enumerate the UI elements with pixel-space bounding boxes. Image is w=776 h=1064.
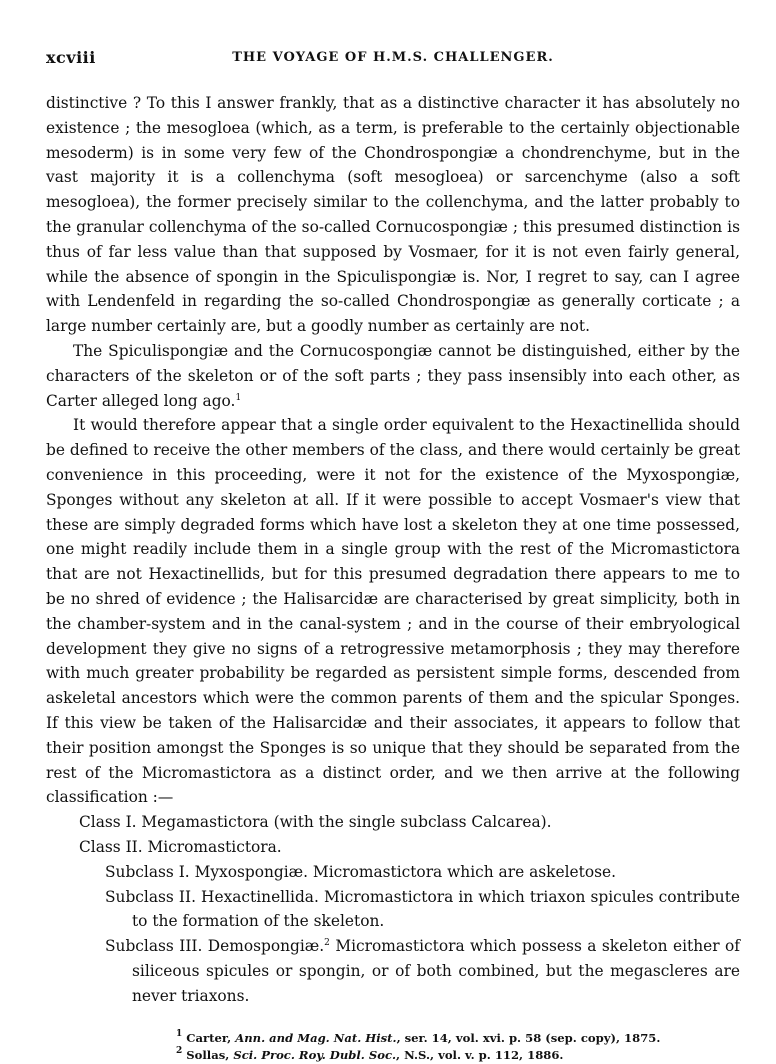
paragraph-3: It would therefore appear that a single order equivalent to the Hexactinellida should be defined to receive the other members of the class, and there would certainly be great convenience in this proceeding, were it not for the existence of the Myxospongiæ, Sponges without any skeleton at all. If it were possible to accept Vosmaer's view that these are simply degraded forms which have lost a skeleton they at one time possessed, one might readily include them in a single group with the rest of the Micromastictora that are not Hexactinellids, but for this presumed degradation there appears to me to be no shred of evidence ; the Halisarcidæ are characterised by great simplicity, both in the chamber-system and in the canal-system ; and in the course of their embryological development they give no signs of a retrogressive metamorphosis ; they may therefore with much greater probability be regarded as persistent simple forms, descended from askeletal ancestors which were the common parents of them and the spicular Sponges. If this view be taken of the Halisarcidæ and their associates, it appears to follow that their position amongst the Sponges is so unique that they should be separated from the rest of the Micromastictora as a distinct order, and we then arrive at the following classification :— [46, 416, 740, 807]
footnote-1-citation: , ser. 14, vol. xvi. p. 58 (sep. copy), 1875. [396, 1031, 661, 1046]
page-number: xcviii [46, 48, 96, 67]
subclass-3 [46, 934, 740, 1008]
footnote-ref-1: 1 [235, 392, 242, 403]
subclass-3-label: Subclass III. Demospongiæ. [105, 937, 325, 956]
footnote-1-author: Carter, [182, 1031, 236, 1046]
footnote-1-marker: 1 [176, 1029, 183, 1040]
paragraph-2-text: The Spiculispongiæ and the Cornucospongiæ cannot be distinguished, either by the characters of the skeleton or of the soft parts ; they pass insensibly into each other, as Carter alleged long ago. [46, 341, 740, 410]
class-2: Class II. Micromastictora. [79, 837, 282, 856]
footnote-2-citation: , N.S., vol. v. p. 112, 1886. [396, 1048, 564, 1063]
footnote-1-journal: Ann. and Mag. Nat. Hist. [235, 1031, 397, 1046]
subclass-2: Subclass II. Hexactinellida. Micromastictora in which triaxon spicules contribute to the formation of the skeleton. [105, 887, 740, 931]
footnote-2-marker: 2 [176, 1046, 183, 1057]
running-title: THE VOYAGE OF H.M.S. CHALLENGER. [232, 50, 554, 65]
paragraph-2 [46, 339, 740, 413]
running-header [46, 40, 740, 74]
footnote-2-journal: Sci. Proc. Roy. Dubl. Soc. [233, 1048, 397, 1063]
footnote-ref-2: 2 [324, 938, 330, 949]
footnote-1 [176, 1030, 740, 1047]
classification-list [46, 810, 740, 1008]
footnotes [46, 1030, 740, 1064]
class-1: Class I. Megamastictora (with the single subclass Calcarea). [79, 813, 552, 832]
subclass-3-text: Micromastictora which possess a skeleton either of siliceous spicules or spongin, or of both combined, but the megascleres are never triaxons. [132, 937, 740, 1005]
paragraph-1: distinctive ? To this I answer frankly, that as a distinctive character it has absolutely no existence ; the mesogloea (which, as a term, is preferable to the certainly objectionable mesoderm) is in some very few of the Chondrospongiæ a chondrenchyme, but in the vast majority it is a collenchyma (soft mesogloea) or sarcenchyme (also a soft mesogloea), the former precisely similar to the collenchyma, and the latter probably to the granular collenchyma of the so-called Cornucospongiæ ; this presumed distinction is thus of far less value than that supposed by Vosmaer, for it is not even fairly general, while the absence of spongin in the Spiculispongiæ is. Nor, I regret to say, can I agree with Lendenfeld in regarding the so-called Chondrospongiæ as generally corticate ; a large number certainly are, but a goodly number as certainly are not. [46, 94, 740, 336]
body-text [46, 91, 740, 1008]
footnote-2-author: Sollas, [182, 1048, 234, 1063]
subclass-1: Subclass I. Myxospongiæ. Micromastictora which are askeletose. [105, 862, 616, 881]
